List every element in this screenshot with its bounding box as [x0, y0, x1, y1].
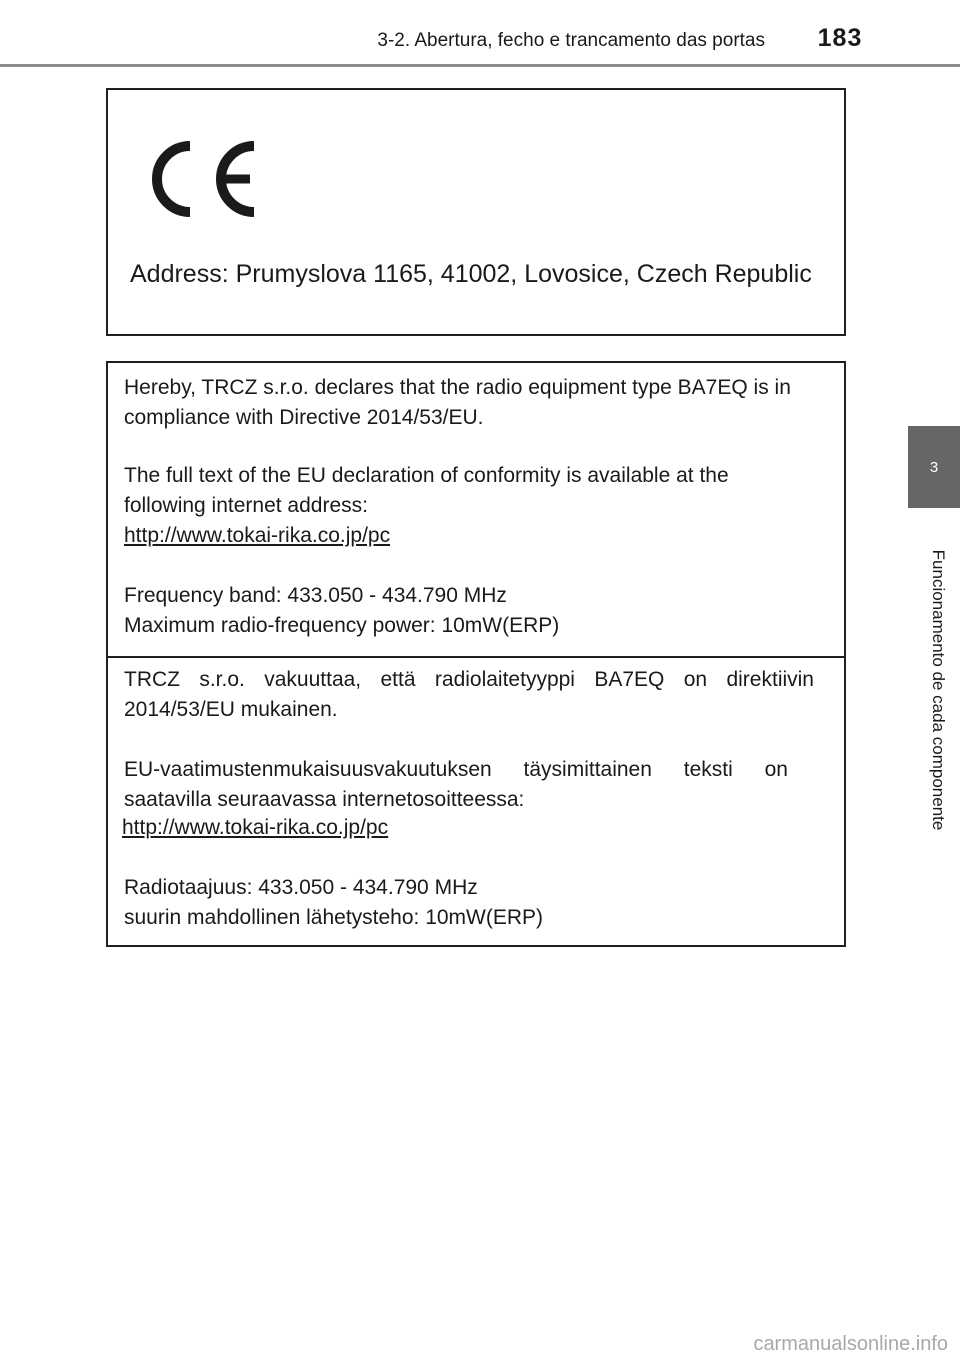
fi-declaration-link[interactable]: http://www.tokai-rika.co.jp/pc — [122, 816, 389, 839]
chapter-number: 3 — [929, 458, 939, 476]
en-max-power: Maximum radio-frequency power: 10mW(ERP) — [124, 614, 560, 637]
fi-line-4: saatavilla seuraavassa internetosoitteessa: — [124, 788, 525, 811]
ce-mark-icon — [146, 134, 266, 224]
chapter-title: Funcionamento de cada componente — [929, 549, 948, 831]
fi-line-2: 2014/53/EU mukainen. — [124, 698, 338, 721]
fi-max-power: suurin mahdollinen lähetysteho: 10mW(ERP) — [124, 906, 544, 929]
fi-frequency-band: Radiotaajuus: 433.050 - 434.790 MHz — [124, 876, 478, 899]
fi-line-3: EU-vaatimustenmukaisuusvakuutuksen täysimittainen teksti on — [124, 758, 788, 781]
language-divider — [108, 656, 844, 658]
header-rule — [0, 64, 960, 67]
fi-line-1: TRCZ s.r.o. vakuuttaa, että radiolaitetyyppi BA7EQ on direktiivin — [124, 668, 814, 691]
en-line-1: Hereby, TRCZ s.r.o. declares that the radio equipment type BA7EQ is in — [124, 376, 791, 399]
en-frequency-band: Frequency band: 433.050 - 434.790 MHz — [124, 584, 507, 607]
page-number: 183 — [817, 24, 863, 52]
declaration-box — [106, 361, 846, 947]
ce-label-box — [106, 88, 846, 336]
footer-watermark: carmanualsonline.info — [753, 1333, 948, 1355]
en-line-2: compliance with Directive 2014/53/EU. — [124, 406, 484, 429]
en-declaration-link[interactable]: http://www.tokai-rika.co.jp/pc — [124, 524, 391, 547]
section-title: 3-2. Abertura, fecho e trancamento das portas — [377, 30, 765, 51]
en-line-4: following internet address: — [124, 494, 368, 517]
chapter-tab[interactable] — [908, 426, 960, 508]
manufacturer-address: Address: Prumyslova 1165, 41002, Lovosice, Czech Republic — [130, 260, 812, 288]
en-line-3: The full text of the EU declaration of conformity is available at the — [124, 464, 729, 487]
